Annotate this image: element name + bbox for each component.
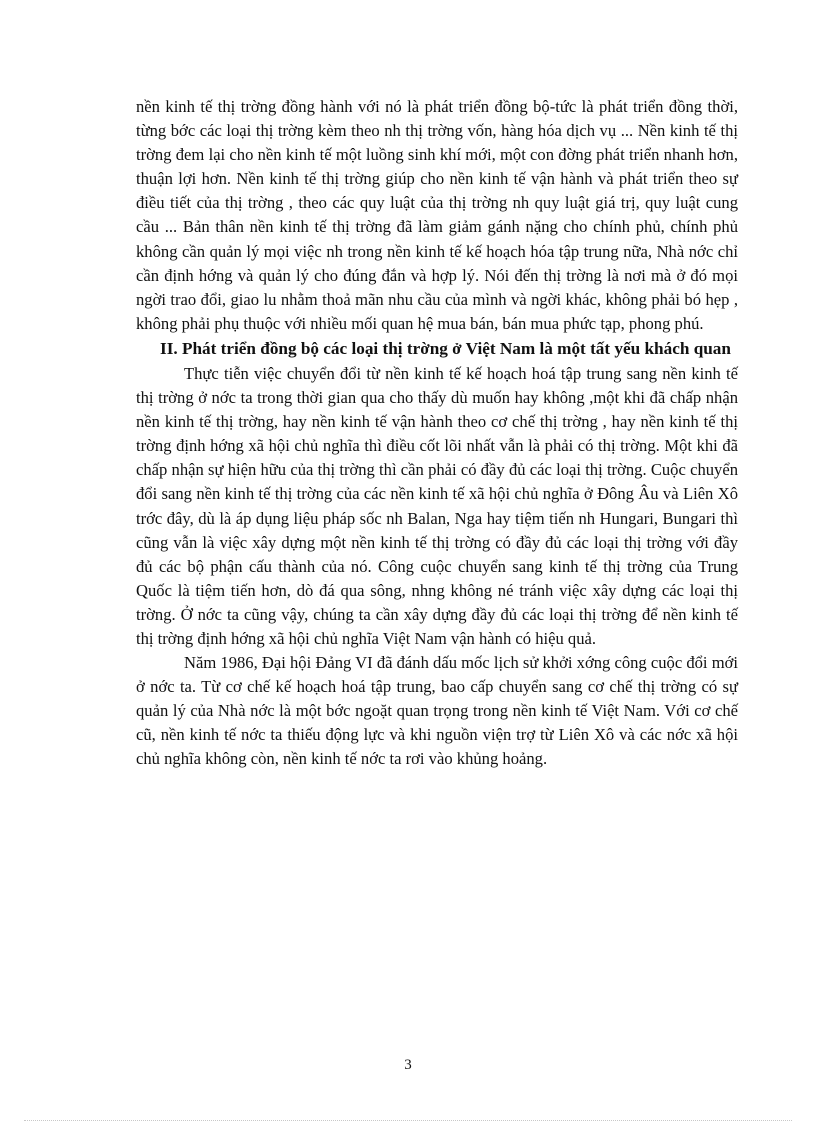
body-paragraph: Thực tiễn việc chuyển đổi từ nền kinh tế kế hoạch hoá tập trung sang nền kinh tế thị trờng ở nớc ta trong thời gian qua cho thấy dù muốn hay không ,một khi đã chấp nhận nền kinh tế thị trờng, hay nền kinh tế vận hành theo cơ chế thị trờng , hay nền kinh tế thị trờng định hớng xã hội chủ nghĩa thì điều cốt lõi nhất vẫn là phải có thị trờng. Một khi đã chấp nhận sự hiện hữu của thị trờng thì cần phải có đầy đủ các loại thị trờng. Cuộc chuyển đổi sang nền kinh tế thị trờng của các nền kinh tế xã hội chủ nghĩa ở Đông Âu và Liên Xô trớc đây, dù là áp dụng liệu pháp sốc nh Balan, Nga hay tiệm tiến nh Hungari, Bungari thì cũng vẫn là việc xây dựng một nền kinh tế thị trờng có đầy đủ các loại thị trờng với đầy đủ các bộ phận cấu thành của nó. Công cuộc chuyển sang kinh tế thị trờng của Trung Quốc là tiệm tiến hơn, dò đá qua sông, nhng không né tránh việc xây dựng các loại thị trờng. Ở nớc ta cũng vậy, chúng ta cần xây dựng đầy đủ các loại thị trờng để nền kinh tế thị trờng định hớng xã hội chủ nghĩa Việt Nam vận hành có hiệu quả. (136, 363, 738, 648)
page-number: 3 (404, 1057, 412, 1073)
section-heading: II. Phát triển đồng bộ các loại thị trờng ở Việt Nam là một tất yếu khách quan (160, 338, 731, 358)
body-paragraph: Năm 1986, Đại hội Đảng VI đã đánh dấu mốc lịch sử khởi xớng công cuộc đổi mới ở nớc ta. Từ cơ chế kế hoạch hoá tập trung, bao cấp chuyển sang cơ chế thị trờng có sự quản lý của Nhà nớc là một bớc ngoặt quan trọng trong nền kinh tế Việt Nam. Với cơ chế cũ, nền kinh tế nớc ta thiếu động lực và khi nguồn viện trợ từ Liên Xô và các nớc xã hội chủ nghĩa không còn, nền kinh tế nớc ta rơi vào khủng hoảng. (136, 653, 738, 769)
body-paragraph: nền kinh tế thị trờng đồng hành với nó là phát triển đồng bộ-tức là phát triển đồng thời, từng bớc các loại thị trờng kèm theo nh thị trờng vốn, hàng hóa dịch vụ ... Nền kinh tế thị trờng đem lại cho nền kinh tế một luồng sinh khí mới, một con đờng phát triển nhanh hơn, thuận lợi hơn. Nền kinh tế thị trờng giúp cho nền kinh tế vận hành và phát triển theo sự điều tiết của thị trờng , theo các quy luật của thị trờng nh quy luật giá trị, quy luật cung cầu ... Bản thân nền kinh tế thị trờng đã làm giảm gánh nặng cho chính phủ, chính phủ không cần quản lý mọi việc nh trong nền kinh tế kế hoạch hóa tập trung nữa, Nhà nớc chỉ cần định hớng và quản lý cho đúng đắn và hợp lý. Nói đến thị trờng là nơi mà ở đó mọi ngời trao đổi, giao lu nhằm thoả mãn nhu cầu của mình và ngời khác, không phải bó hẹp , không phải phụ thuộc với nhiều mối quan hệ mua bán, bán mua phức tạp, phong phú. (136, 97, 738, 333)
page-bottom-divider (24, 1120, 792, 1121)
page-body (136, 95, 738, 772)
